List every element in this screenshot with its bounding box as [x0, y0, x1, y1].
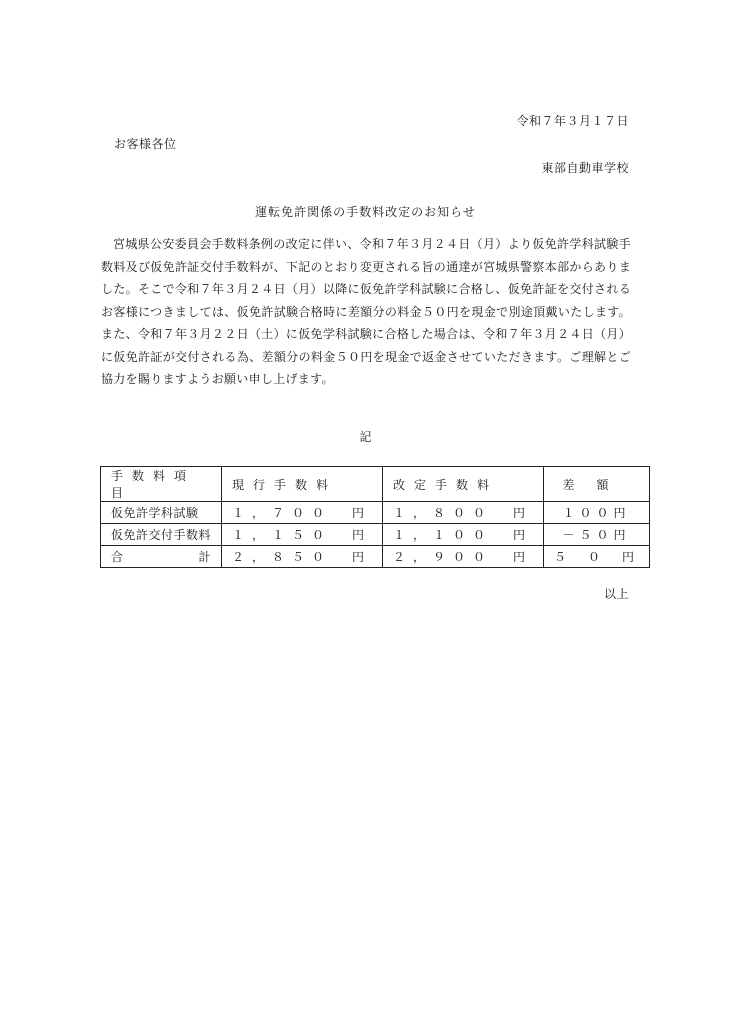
row-revised-fee: １，１００ 円 [383, 524, 544, 546]
closing-mark: 以上 [603, 587, 629, 601]
table-row-total [101, 546, 650, 568]
header-revised-fee: 改定手数料 [383, 467, 544, 502]
recipient: お客様各位 [114, 137, 177, 151]
notice-body: 宮城県公安委員会手数料条例の改定に伴い、令和７年３月２４日（月）より仮免許学科試験手数料及び仮免許証交付手数料が、下記のとおり変更される旨の通達が宮城県警察本部からありました。そこで令和７年３月２４日（月）以降に仮免許学科試験に合格し、仮免許証を交付されるお客様につきましては、仮免許試験合格時に差額分の料金５０円を現金で別途頂戴いたします。また、令和７年３月２２日（土）に仮免学科試験に合格した場合は、令和７年３月２４日（月）に仮免許証が交付される為、差額分の料金５０円を現金で返金させていただきます。ご理解とご協力を賜りますようお願い申し上げます。 [101, 237, 631, 386]
row-current-fee: １，１５０ 円 [222, 524, 383, 546]
notice-date: 令和７年３月１７日 [516, 114, 629, 128]
row-current-fee: １，７００ 円 [222, 502, 383, 524]
row-revised-fee: ２，９００ 円 [383, 546, 544, 568]
table-row [101, 524, 650, 546]
row-item: 合計 [101, 546, 222, 568]
row-item: 仮免許交付手数料 [101, 524, 222, 546]
ki-marker: 記 [359, 430, 372, 444]
row-difference: １００円 [544, 502, 650, 524]
row-difference: ５ ０ 円 [544, 546, 650, 568]
header-current-fee: 現行手数料 [222, 467, 383, 502]
header-item: 手数料項目 [101, 467, 222, 502]
row-difference: －５０円 [544, 524, 650, 546]
table-row [101, 502, 650, 524]
table-header-row [101, 467, 650, 502]
notice-title: 運転免許関係の手数料改定のお知らせ [255, 205, 476, 219]
row-current-fee: ２，８５０ 円 [222, 546, 383, 568]
header-difference: 差額 [544, 467, 650, 502]
sender: 東部自動車学校 [541, 161, 629, 175]
row-revised-fee: １，８００ 円 [383, 502, 544, 524]
fee-table [100, 466, 650, 568]
row-item: 仮免許学科試験 [101, 502, 222, 524]
